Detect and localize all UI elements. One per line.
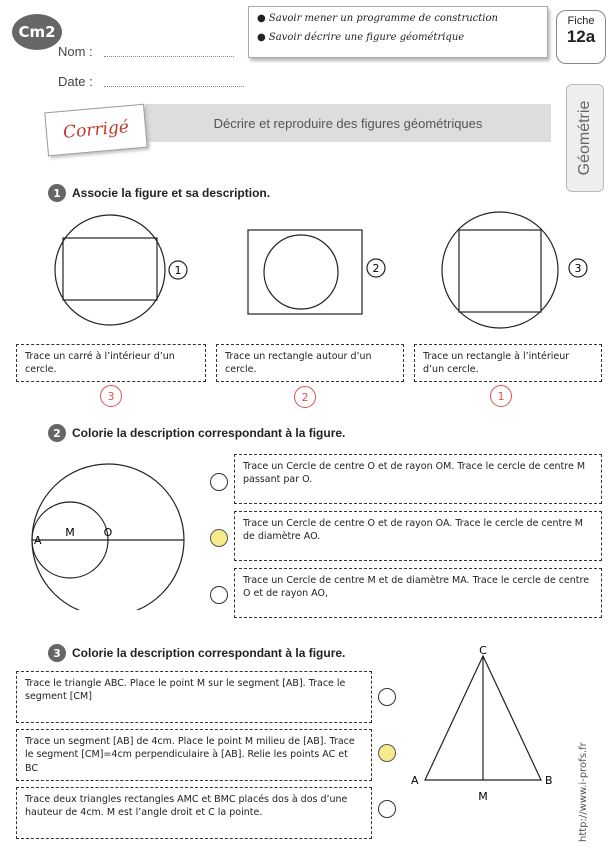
page-title-banner: [145, 104, 551, 142]
figure-label-2: [367, 259, 385, 277]
ex3-number: 3: [48, 644, 66, 662]
svg-text:2: 2: [372, 262, 380, 275]
ex3-title: Colorie la description correspondant à la figure.: [72, 646, 346, 660]
figure-rect-in-circle: [55, 215, 165, 325]
figure-square-in-circle: [442, 212, 558, 328]
ex1-description-1: Trace un carré à l’intérieur d’un cercle.: [16, 344, 206, 382]
fiche-label: Fiche: [567, 15, 595, 27]
corrige-stamp: [44, 104, 147, 157]
skill-item-2: ● Savoir décrire une figure géométrique: [257, 32, 465, 43]
ex1-answer-3[interactable]: 1: [490, 385, 512, 407]
date-line: [104, 86, 244, 87]
ex2-radio-2[interactable]: [210, 529, 228, 547]
ex3-radio-3[interactable]: [378, 800, 396, 818]
ex1-description-2: Trace un rectangle autour d’un cercle.: [216, 344, 404, 382]
ex2-option-2[interactable]: Trace un Cercle de centre O et de rayon OA. Trace le cercle de centre M de diamètre AO.: [234, 511, 602, 561]
point-c-label: C: [479, 644, 487, 657]
point-b-label: B: [545, 774, 553, 787]
skill-item-1: ● Savoir mener un programme de construction: [257, 13, 498, 24]
point-a-label: A: [411, 774, 419, 787]
ex3-figure: [405, 644, 555, 804]
ex1-description-3: Trace un rectangle à l’intérieur d’un cercle.: [414, 344, 602, 382]
point-m-label: M: [65, 526, 75, 539]
ex1-number: 1: [48, 184, 66, 202]
ex3-option-3[interactable]: Trace deux triangles rectangles AMC et BMC placés dos à dos d’une hauteur de 4cm. M est l’angle droit et C la pointe.: [16, 787, 372, 839]
fiche-badge: [556, 10, 606, 64]
ex1-answer-1[interactable]: 3: [100, 385, 122, 407]
fiche-number: 12a: [566, 27, 596, 46]
subject-label: Géométrie: [576, 100, 593, 176]
ex2-option-1[interactable]: Trace un Cercle de centre O et de rayon OM. Trace le cercle de centre M passant par O.: [234, 454, 602, 504]
point-o-label: O: [103, 526, 113, 539]
svg-text:3: 3: [574, 262, 582, 275]
ex2-number: 2: [48, 424, 66, 442]
figure-label-3: [569, 259, 587, 277]
page-title: Décrire et reproduire des figures géométriques: [213, 115, 483, 131]
figure-label-1: [169, 261, 187, 279]
name-label: Nom :: [58, 44, 93, 59]
point-m-label: M: [478, 790, 488, 803]
ex3-radio-1[interactable]: [378, 688, 396, 706]
corrige-text: Corrigé: [62, 117, 130, 143]
ex3-option-1[interactable]: Trace le triangle ABC. Place le point M sur le segment [AB]. Trace le segment [CM]: [16, 671, 372, 723]
level-badge: Cm2: [12, 14, 62, 50]
subject-tab: [566, 84, 604, 192]
ex1-answer-2[interactable]: 2: [294, 386, 316, 408]
skill-text-2: Savoir décrire une figure géométrique: [268, 32, 465, 43]
skills-box: [248, 6, 548, 58]
ex1-title: Associe la figure et sa description.: [72, 186, 271, 200]
ex2-figure: [20, 450, 210, 610]
skill-text-1: Savoir mener un programme de construction: [268, 13, 498, 24]
point-a-label: A: [34, 534, 42, 547]
ex2-title: Colorie la description correspondant à la figure.: [72, 426, 346, 440]
date-label: Date :: [58, 74, 93, 89]
ex3-radio-2[interactable]: [378, 744, 396, 762]
ex2-radio-3[interactable]: [210, 586, 228, 604]
website-credit[interactable]: http://www.i-profs.fr: [578, 742, 589, 842]
ex3-option-2[interactable]: Trace un segment [AB] de 4cm. Place le point M milieu de [AB]. Trace le segment [CM]=4cm perpendiculaire à [AB]. Relie les points AC et BC: [16, 729, 372, 781]
svg-text:1: 1: [174, 264, 182, 277]
figure-circle-in-rect: [248, 230, 362, 314]
name-line: [104, 56, 234, 57]
ex2-option-3[interactable]: Trace un Cercle de centre M et de diamètre MA. Trace le cercle de centre O et de rayon AO,: [234, 568, 602, 618]
ex2-radio-1[interactable]: [210, 473, 228, 491]
ex1-figures: [0, 200, 612, 335]
